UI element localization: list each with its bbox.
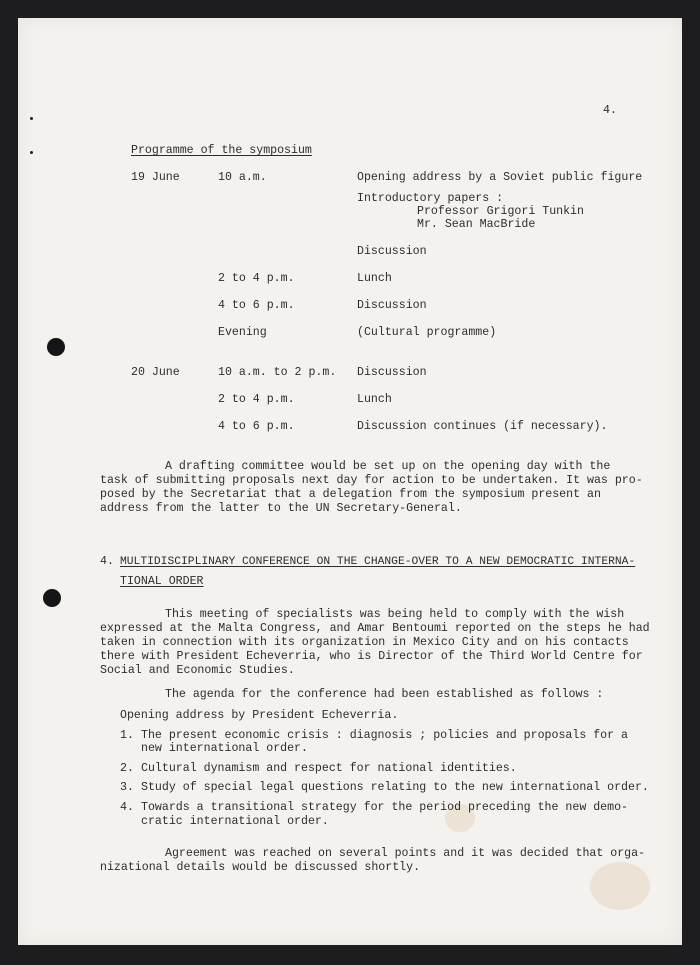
schedule-event: Discussion continues (if necessary). bbox=[357, 420, 608, 433]
agenda-item-text: Towards a transitional strategy for the period preceding the new demo- bbox=[141, 801, 629, 814]
schedule-time: 4 to 6 p.m. bbox=[218, 299, 295, 312]
schedule-event: Lunch bbox=[357, 393, 392, 406]
agenda-item-text: Cultural dynamism and respect for national identities. bbox=[141, 762, 517, 775]
punch-hole-bottom bbox=[43, 589, 61, 607]
paragraph-line: Agreement was reached on several points and it was decided that orga- bbox=[165, 847, 646, 860]
agenda-item-text: Study of special legal questions relating to the new international order. bbox=[141, 781, 649, 794]
schedule-time: 10 a.m. to 2 p.m. bbox=[218, 366, 337, 379]
agenda-item-number: 3. bbox=[120, 781, 134, 794]
schedule-event: Discussion bbox=[357, 299, 427, 312]
agenda-item-text: cratic international order. bbox=[141, 815, 329, 828]
agenda-item-text: The present economic crisis : diagnosis ; policies and proposals for a bbox=[141, 729, 629, 742]
paragraph-line: task of submitting proposals next day for action to be undertaken. It was pro- bbox=[100, 474, 643, 487]
paragraph-line: A drafting committee would be set up on the opening day with the bbox=[165, 460, 611, 473]
schedule-event: Introductory papers : bbox=[357, 192, 504, 205]
paragraph-line: nizational details would be discussed shortly. bbox=[100, 861, 421, 874]
schedule-time: 4 to 6 p.m. bbox=[218, 420, 295, 433]
programme-heading: Programme of the symposium bbox=[131, 144, 312, 157]
schedule-time: Evening bbox=[218, 326, 267, 339]
day2-date: 20 June bbox=[131, 366, 180, 379]
schedule-time: 2 to 4 p.m. bbox=[218, 393, 295, 406]
paragraph-line: taken in connection with its organization in Mexico City and on his contacts bbox=[100, 636, 629, 649]
paper-stain bbox=[590, 862, 650, 910]
section-title-continued: TIONAL ORDER bbox=[120, 575, 204, 588]
paragraph-line: Social and Economic Studies. bbox=[100, 664, 295, 677]
schedule-time: 2 to 4 p.m. bbox=[218, 272, 295, 285]
paragraph-line: expressed at the Malta Congress, and Amar Bentoumi reported on the steps he had bbox=[100, 622, 650, 635]
section-title: MULTIDISCIPLINARY CONFERENCE ON THE CHANGE-OVER TO A NEW DEMOCRATIC INTERNA- bbox=[120, 556, 636, 568]
paragraph-line: posed by the Secretariat that a delegation from the symposium present an bbox=[100, 488, 601, 501]
agenda-item-number: 2. bbox=[120, 762, 134, 775]
schedule-time: 10 a.m. bbox=[218, 171, 267, 184]
schedule-event: Discussion bbox=[357, 366, 427, 379]
agenda-item-text: new international order. bbox=[141, 742, 308, 755]
agenda-item-number: 1. bbox=[120, 729, 134, 742]
schedule-event: Discussion bbox=[357, 245, 427, 258]
schedule-event: Opening address by a Soviet public figure bbox=[357, 171, 643, 184]
mark-dot bbox=[30, 117, 33, 120]
punch-hole-top bbox=[47, 338, 65, 356]
day1-date: 19 June bbox=[131, 171, 180, 184]
schedule-event: (Cultural programme) bbox=[357, 326, 497, 339]
agenda-opening: Opening address by President Echeverria. bbox=[120, 709, 399, 722]
section-number: 4. bbox=[100, 555, 114, 568]
agenda-intro: The agenda for the conference had been established as follows : bbox=[165, 688, 604, 701]
page-number: 4. bbox=[603, 104, 617, 117]
schedule-event: Lunch bbox=[357, 272, 392, 285]
speaker-name: Mr. Sean MacBride bbox=[417, 218, 536, 231]
paragraph-line: This meeting of specialists was being held to comply with the wish bbox=[165, 608, 625, 621]
mark-dot bbox=[30, 151, 33, 154]
paragraph-line: there with President Echeverria, who is Director of the Third World Centre for bbox=[100, 650, 643, 663]
paragraph-line: address from the latter to the UN Secretary-General. bbox=[100, 502, 462, 515]
agenda-item-number: 4. bbox=[120, 801, 134, 814]
speaker-name: Professor Grigori Tunkin bbox=[417, 205, 584, 218]
